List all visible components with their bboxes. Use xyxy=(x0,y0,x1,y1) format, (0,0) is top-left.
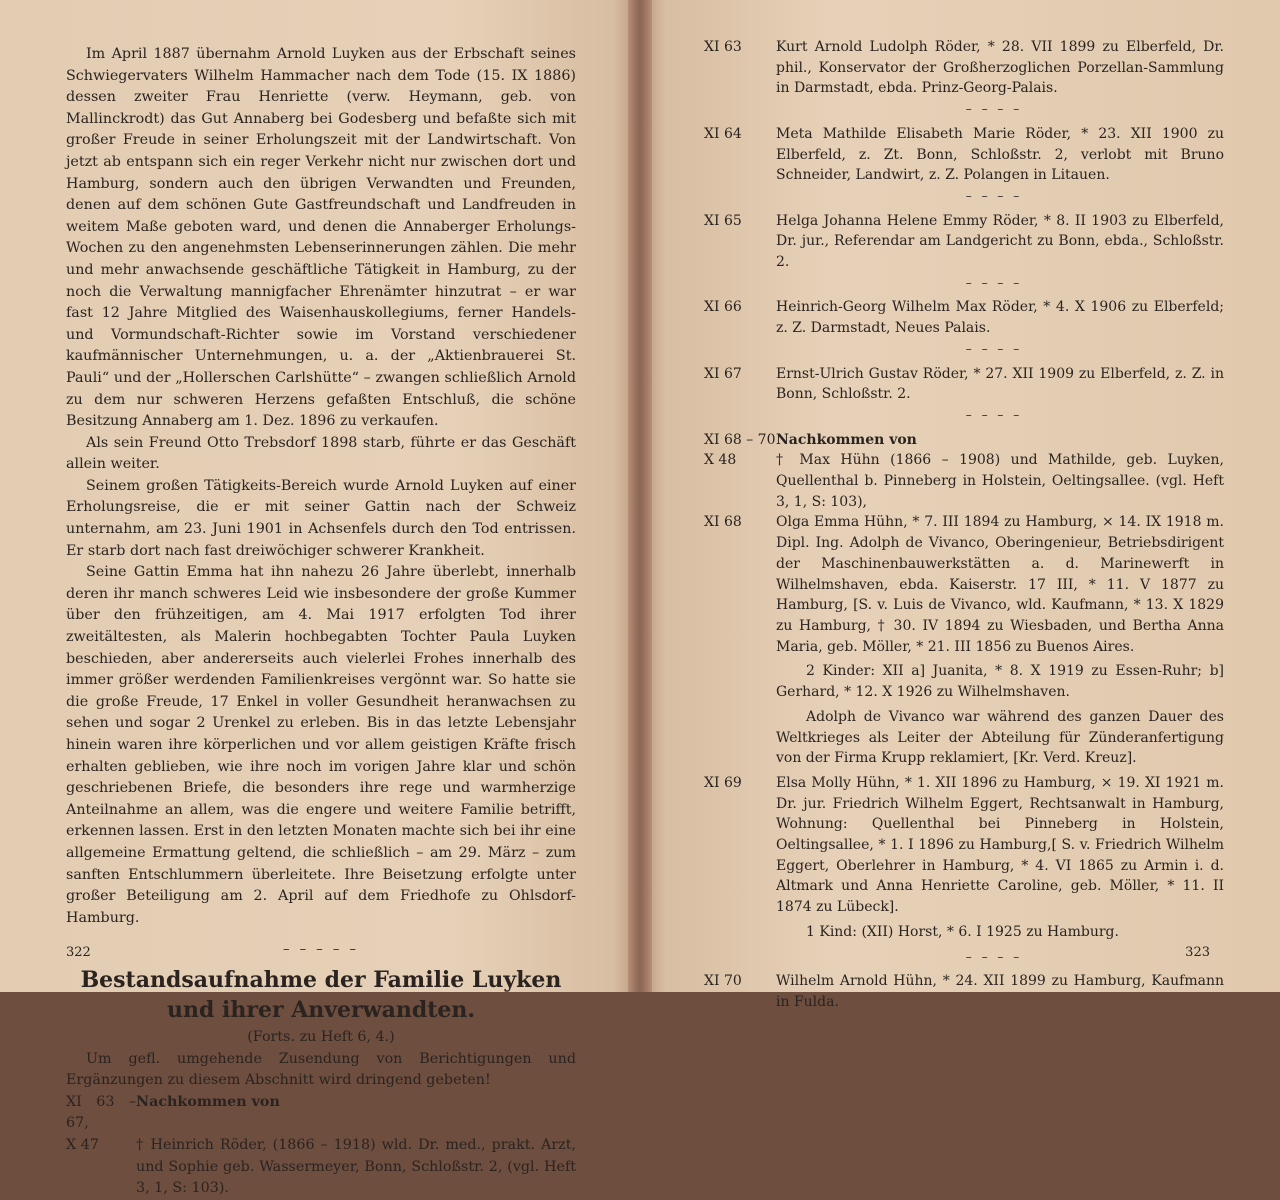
paragraph: Als sein Freund Otto Trebsdorf 1898 starb, führte er das Geschäft allein weiter. xyxy=(66,434,576,473)
entry-text: Olga Emma Hühn, * 7. III 1894 zu Hamburg, × 14. IX 1918 m. Dipl. Ing. Adolph de Vivanco, Oberingenieur, Betriebsdirigent der Maschinenbauwerkstätten a. d. Marinewerft in Wilhelmshaven, ebda. Kaiserstr. 17 III, * 11. V 1877 zu Hamburg, [S. v. Luis de Vivanco, wld. Kaufmann, * 13. X 1829 zu Hamburg, † 30. IV 1894 zu Wiesbaden, und Bertha Anna Maria, geb. Möller, * 21. III 1856 zu Buenos Aires. xyxy=(776,514,1224,655)
left-page-text xyxy=(66,44,576,1200)
section-heading-line: und ihrer Anverwandten. xyxy=(166,996,476,1023)
genealogy-entry xyxy=(704,211,1224,273)
entry-number: XI 68 xyxy=(704,514,742,531)
entry-separator: – – – – xyxy=(965,341,1023,356)
section-separator: – – – – – xyxy=(282,942,360,958)
entry-number: XI 63 – 67, xyxy=(66,1093,136,1132)
book-gutter xyxy=(628,0,652,992)
left-page xyxy=(0,0,640,1197)
biography-note: Adolph de Vivanco war während des ganzen Dauer des Weltkrieges als Leiter der Abteilung für Zünderanfertigung von der Firma Krupp reklamiert, [Kr. Verd. Kreuz]. xyxy=(776,708,1224,767)
entry-number: XI 65 xyxy=(704,212,742,229)
entry-number: XI 66 xyxy=(704,299,742,316)
genealogy-entry xyxy=(704,971,1224,1012)
genealogy-entry xyxy=(704,430,1224,451)
entry-number: XI 70 xyxy=(704,973,742,990)
right-page xyxy=(640,0,1280,1010)
genealogy-entry xyxy=(704,450,1224,512)
genealogy-entry xyxy=(66,1092,576,1135)
genealogy-entry xyxy=(704,37,1224,99)
entry-text: Helga Johanna Helene Emmy Röder, * 8. II 1903 zu Elberfeld, Dr. jur., Referendar am Landgericht zu Bonn, ebda., Schloßstr. 2. xyxy=(776,212,1224,271)
entry-text: † Max Hühn (1866 – 1908) und Mathilde, geb. Luyken, Quellenthal b. Pinneberg in Holstein, Oeltingsallee. (vgl. Heft 3, 1, S: 103), xyxy=(776,452,1224,510)
entry-separator: – – – – xyxy=(965,949,1023,964)
right-page-text xyxy=(704,37,1224,1013)
entry-text: Wilhelm Arnold Hühn, * 24. XII 1899 zu Hamburg, Kaufmann in Fulda. xyxy=(776,973,1224,1010)
genealogy-entry xyxy=(704,124,1224,186)
children-note: 2 Kinder: XII a] Juanita, * 8. X 1919 zu Essen-Ruhr; b] Gerhard, * 12. X 1926 zu Wilhelmshaven. xyxy=(776,663,1224,701)
genealogy-entry xyxy=(66,1135,576,1200)
children-note: 1 Kind: (XII) Horst, * 6. I 1925 zu Hamburg. xyxy=(806,923,1119,940)
genealogy-entry xyxy=(704,512,1224,657)
entry-separator: – – – – xyxy=(965,275,1023,290)
request-note: Um gefl. umgehende Zusendung von Berichtigungen und Ergänzungen zu diesem Abschnitt wird dringend gebeten! xyxy=(66,1050,576,1089)
genealogy-entry xyxy=(704,297,1224,338)
entry-number: XI 68 – 70 xyxy=(704,431,776,448)
entry-text: Kurt Arnold Ludolph Röder, * 28. VII 1899 zu Elberfeld, Dr. phil., Konservator der Großherzoglichen Porzellan-Sammlung in Darmstadt, ebda. Prinz-Georg-Palais. xyxy=(776,39,1224,97)
entry-number: XI 64 xyxy=(704,125,742,142)
entry-separator: – – – – xyxy=(965,102,1023,117)
entry-text: Elsa Molly Hühn, * 1. XII 1896 zu Hamburg, × 19. XI 1921 m. Dr. jur. Friedrich Wilhelm Eggert, Rechtsanwalt in Hamburg, Wohnung: Quellenthal bei Pinneberg in Holstein, Oeltingsallee, * 1. I 1896 zu Hamburg,[ S. v. Friedrich Wilhelm Eggert, Oberlehrer in Hamburg, * 4. VI 1865 zu Armin i. d. Altmark und Anna Henriette Caroline, geb. Möller, * 11. II 1874 zu Lübeck]. xyxy=(776,774,1224,916)
genealogy-entry xyxy=(704,364,1224,405)
page-number: 323 xyxy=(1185,945,1210,960)
entry-number: X 48 xyxy=(704,452,737,469)
entry-text: Nachkommen von xyxy=(776,431,917,448)
paragraph: Seine Gattin Emma hat ihn nahezu 26 Jahre überlebt, innerhalb deren ihr manch schweres Leid wie insbesondere der große Kummer über den frühzeitigen, am 4. Mai 1917 erfolgten Tod ihrer zweitältesten, als Malerin hochbegabten Tochter Paula Luyken beschieden, aber andererseits auch vielerlei Frohes innerhalb des immer größer werdenden Familienkreises vergönnt war. So hatte sie die große Freude, 17 Enkel in voller Gesundheit heranwachsen zu sehen und sogar 2 Urenkel zu erleben. Bis in das letzte Lebensjahr hinein waren ihre körperlichen und vor allem geistigen Kräfte frisch erhalten geblieben, wie ihre noch im vorigen Jahre klar und schön geschriebenen Briefe, die besonders ihre rege und warmherzige Anteilnahme an allem, was die engere und weitere Familie betrifft, erkennen lassen. Erst in den letzten Monaten machte sich bei ihr eine allgemeine Ermattung geltend, die schließlich – am 29. März – zum sanften Entschlummern überleitete. Ihre Beisetzung erfolgte unter großer Beteiligung am 2. April auf dem Friedhofe zu Ohlsdorf-Hamburg. xyxy=(66,564,576,926)
entry-number: X 47 xyxy=(66,1136,99,1153)
entry-text: Meta Mathilde Elisabeth Marie Röder, * 23. XII 1900 zu Elberfeld, z. Zt. Bonn, Schloßstr. 2, verlobt mit Bruno Schneider, Landwirt, z. Z. Polangen in Litauen. xyxy=(776,125,1224,184)
entry-number: XI 67 xyxy=(704,365,742,382)
entry-number: XI 63 xyxy=(704,39,742,55)
entry-text: Ernst-Ulrich Gustav Röder, * 27. XII 1909 zu Elberfeld, z. Z. in Bonn, Schloßstr. 2. xyxy=(776,365,1224,403)
paragraph: Seinem großen Tätigkeits-Bereich wurde Arnold Luyken auf einer Erholungsreise, die er mit seiner Gattin nach der Schweiz unternahm, am 23. Juni 1901 in Achsenfels durch den Tod entrissen. Er starb dort nach fast dreiwöchiger schwerer Krankheit. xyxy=(66,477,576,559)
entry-text: Nachkommen von xyxy=(136,1093,280,1110)
entry-separator: – – – – xyxy=(965,188,1023,203)
entry-number: XI 69 xyxy=(704,774,742,791)
section-heading-line: Bestandsaufnahme der Familie Luyken xyxy=(80,966,562,993)
genealogy-entry xyxy=(704,773,1224,918)
section-subheading: (Forts. zu Heft 6, 4.) xyxy=(247,1028,395,1045)
entry-text: † Heinrich Röder, (1866 – 1918) wld. Dr. med., prakt. Arzt, und Sophie geb. Wassermeyer, Bonn, Schloßstr. 2, (vgl. Heft 3, 1, S: 103). xyxy=(136,1136,576,1197)
entry-text: Heinrich-Georg Wilhelm Max Röder, * 4. X 1906 zu Elberfeld; z. Z. Darmstadt, Neues Palais. xyxy=(776,299,1224,337)
section-heading xyxy=(66,965,576,1025)
page-number: 322 xyxy=(66,945,91,960)
entry-separator: – – – – xyxy=(965,407,1023,422)
paragraph: Im April 1887 übernahm Arnold Luyken aus der Erbschaft seines Schwiegervaters Wilhelm Hammacher nach dem Tode (15. IX 1886) dessen zweiter Frau Henriette (verw. Heymann, geb. von Mallinckrodt) das Gut Annaberg bei Godesberg und befaßte sich mit großer Freude in seiner Erholungszeit mit der Landwirtschaft. Von jetzt ab entspann sich ein reger Verkehr nicht nur zwischen dort und Hamburg, sondern auch den übrigen Verwandten und Freunden, denen auf dem schönen Gute Gastfreundschaft und Landfreuden in weitem Maße geboten ward, und denen die Annaberger Erholungs-Wochen zu den angenehmsten Lebenserinnerungen zählen. Die mehr und mehr anwachsende geschäftliche Tätigkeit in Hamburg, zu der noch die Verwaltung mannigfacher Ehrenämter hinzutrat – er war fast 12 Jahre Mitglied des Waisenhauskollegiums, ferner Handels- und Vormundschaft-Richter sowie im Vorstand verschiedener kaufmännischer Unternehmungen, u. a. der „Aktienbrauerei St. Pauli“ und der „Hollerschen Carlshütte“ – zwangen schließlich Arnold zu dem nur schweren Herzens gefaßten Entschluß, die schöne Besitzung Annaberg am 1. Dez. 1896 zu verkaufen. xyxy=(66,46,576,430)
